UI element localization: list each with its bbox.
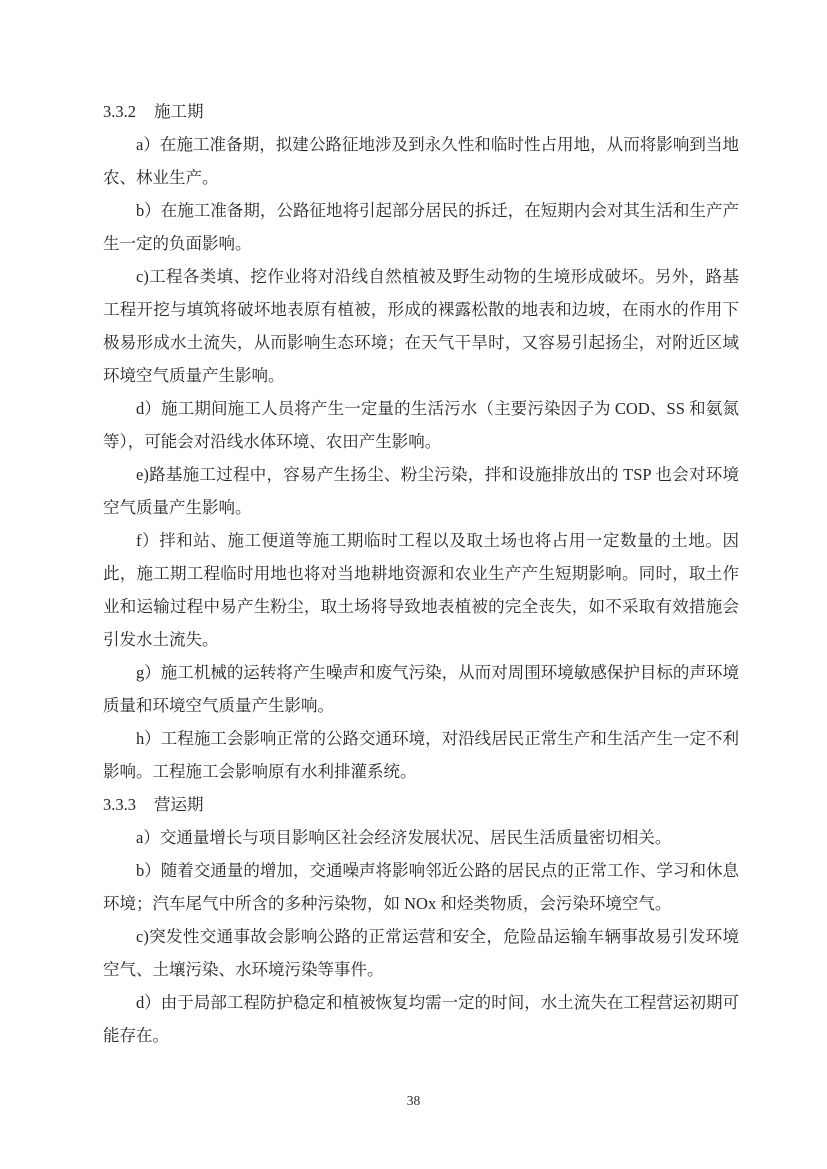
paragraph: a）交通量增长与项目影响区社会经济发展状况、居民生活质量密切相关。 xyxy=(136,828,672,847)
section-heading xyxy=(103,95,739,128)
document-content xyxy=(103,95,739,1052)
paragraph: c)工程各类填、挖作业将对沿线自然植被及野生动物的生境形成破坏。另外，路基工程开挖与填筑将破坏地表原有植被，形成的裸露松散的地表和边坡，在雨水的作用下极易形成水土流失，从而影响生态环境；在天气干旱时，又容易引起扬尘，对附近区域环境空气质量产生影响。 xyxy=(103,267,739,385)
paragraph: d）施工期间施工人员将产生一定量的生活污水（主要污染因子为 COD、SS 和氨氮等），可能会对沿线水体环境、农田产生影响。 xyxy=(103,399,739,451)
page-footer xyxy=(0,1092,827,1110)
section-title: 营运期 xyxy=(154,795,204,814)
page-number: 38 xyxy=(406,1093,421,1108)
paragraph: g）施工机械的运转将产生噪声和废气污染，从而对周围环境敏感保护目标的声环境质量和环境空气质量产生影响。 xyxy=(103,663,739,715)
section-heading xyxy=(103,788,739,821)
paragraph: e)路基施工过程中，容易产生扬尘、粉尘污染，拌和设施排放出的 TSP 也会对环境空气质量产生影响。 xyxy=(103,465,739,517)
section-title: 施工期 xyxy=(154,102,204,121)
paragraph: d）由于局部工程防护稳定和植被恢复均需一定的时间，水土流失在工程营运初期可能存在。 xyxy=(103,993,739,1045)
paragraph: c)突发性交通事故会影响公路的正常运营和安全，危险品运输车辆事故易引发环境空气、土壤污染、水环境污染等事件。 xyxy=(103,927,739,979)
paragraph: a）在施工准备期，拟建公路征地涉及到永久性和临时性占用地，从而将影响到当地农、林业生产。 xyxy=(103,135,739,187)
paragraph: h）工程施工会影响正常的公路交通环境，对沿线居民正常生产和生活产生一定不利影响。工程施工会影响原有水利排灌系统。 xyxy=(103,729,739,781)
paragraph: f）拌和站、施工便道等施工期临时工程以及取土场也将占用一定数量的土地。因此，施工期工程临时用地也将对当地耕地资源和农业生产产生短期影响。同时，取土作业和运输过程中易产生粉尘，取土场将导致地表植被的完全丧失，如不采取有效措施会引发水土流失。 xyxy=(103,531,739,649)
paragraph: b）随着交通量的增加，交通噪声将影响邻近公路的居民点的正常工作、学习和休息环境；汽车尾气中所含的多种污染物，如 NOx 和烃类物质，会污染环境空气。 xyxy=(103,861,739,913)
section-number: 3.3.2 xyxy=(103,102,136,121)
section-number: 3.3.3 xyxy=(103,795,136,814)
paragraph: b）在施工准备期，公路征地将引起部分居民的拆迁，在短期内会对其生活和生产产生一定的负面影响。 xyxy=(103,201,739,253)
